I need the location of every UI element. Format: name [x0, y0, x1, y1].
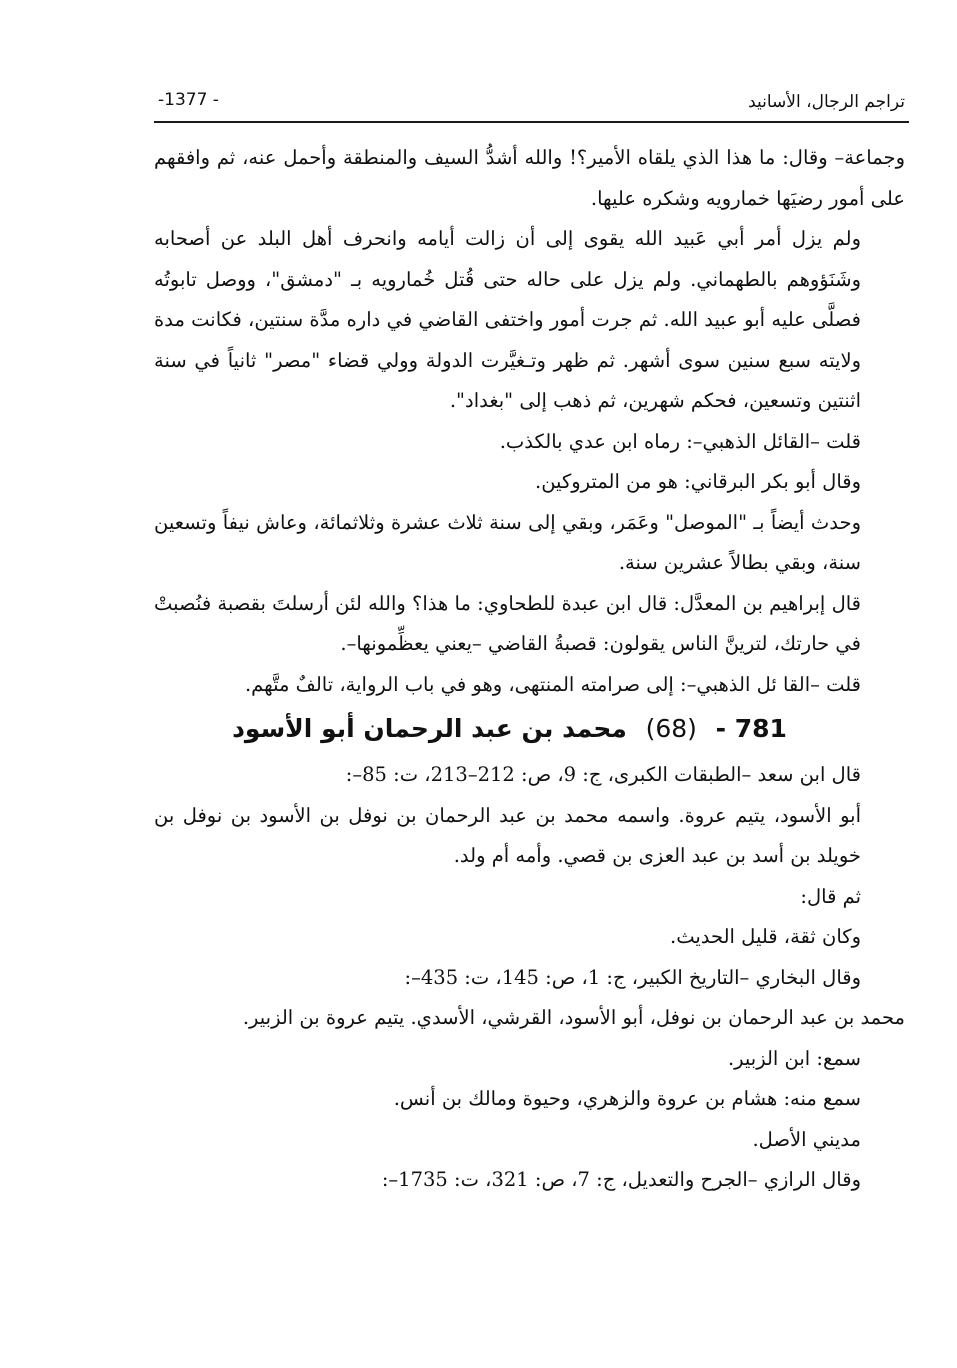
entry-name: محمد بن عبد الرحمان أبو الأسود — [232, 714, 627, 743]
paragraph: وقال أبو بكر البرقاني: هو من المتروكين. — [535, 470, 861, 493]
entry-paragraph: سمع: ابن الزبير. — [727, 1046, 861, 1070]
entry-paragraph: سمع منه: هشام بن عروة والزهري، وحيوة ومالك بن أنس. — [393, 1087, 861, 1110]
entry-reference: (68) — [645, 714, 697, 743]
entry-paragraph: مديني الأصل. — [752, 1127, 861, 1151]
entry-paragraph: وكان ثقة، قليل الحديث. — [670, 925, 861, 948]
entry-paragraph: محمد بن عبد الرحمان بن نوفل، أبو الأسود، القرشي، الأسدي. يتيم عروة بن الزبير. — [242, 1006, 905, 1029]
entry-paragraph: أبو الأسود، يتيم عروة. واسمه محمد بن عبد الرحمان بن نوفل بن الأسود بن نوفل بن خويلد بن أسد بن عبد العزى بن قصي. وأمه أم ولد. — [154, 803, 861, 867]
entry-paragraph: ثم قال: — [800, 884, 861, 908]
entry-heading — [154, 707, 905, 751]
entry-paragraph: وقال البخاري –التاريخ الكبير، ج: 1، ص: 145، ت: 435–: — [404, 965, 861, 989]
paragraph: قلت –القا ئل الذهبي–: إلى صرامته المنتهى، وهو في باب الرواية، تالفٌ متَّهم. — [244, 672, 861, 696]
page-number: -1377 - — [158, 90, 219, 110]
paragraph: قلت –القائل الذهبي–: رماه ابن عدي بالكذب. — [499, 429, 861, 453]
entry-paragraph: وقال الرازي –الجرح والتعديل، ج: 7، ص: 321، ت: 1735–: — [381, 1168, 861, 1191]
paragraph: ولم يزل أمر أبي عَبيد الله يقوى إلى أن زالت أيامه وانحرف أهل البلد عن أصحابه وشَنَؤوهم بالطهماني. ولم يزل على حاله حتى قُتل خُمارويه بـ "دمشق"، ووصل تابوتُه فصلَّى عليه أبو عبيد الله. ثم جرت أمور واختفى القاضي في داره مدَّة سنتين، فكانت مدة ولايته سبع سنين سوى أشهر. ثم ظهر وتـغيَّرت الدولة وولي قضاء "مصر" ثانياً في سنة اثنتين وتسعين، فحكم شهرين، ثم ذهب إلى "بغداد". — [154, 227, 861, 412]
entry-number: 781 - — [715, 714, 787, 743]
header-divider — [154, 121, 909, 123]
paragraph: وجماعة– وقال: ما هذا الذي يلقاه الأمير؟! والله أشدُّ السيف والمنطقة وأحمل عنه، ثم وافقهم على أمور رضيَها خمارويه وشكره عليها. — [154, 146, 905, 210]
paragraph: وحدث أيضاً بـ "الموصل" وعَمَر، وبقي إلى سنة ثلاث عشرة وثلاثمائة، وعاش نيفاً وتسعين سنة، وبقي بطالاً عشرين سنة. — [154, 510, 861, 574]
paragraph: قال إبراهيم بن المعدَّل: قال ابن عبدة للطحاوي: ما هذا؟ والله لئن أرسلتَ بقصبة فنُصبتْ في حارتك، لترينَّ الناس يقولون: قصبةُ القاضي –يعني يعظِّمونها–. — [154, 591, 861, 655]
page-body — [154, 138, 905, 1201]
running-header-title: تراجم الرجال، الأسانيد — [748, 92, 905, 112]
entry-paragraph: قال ابن سعد –الطبقات الكبرى، ج: 9، ص: 212–213، ت: 85–: — [345, 763, 861, 786]
